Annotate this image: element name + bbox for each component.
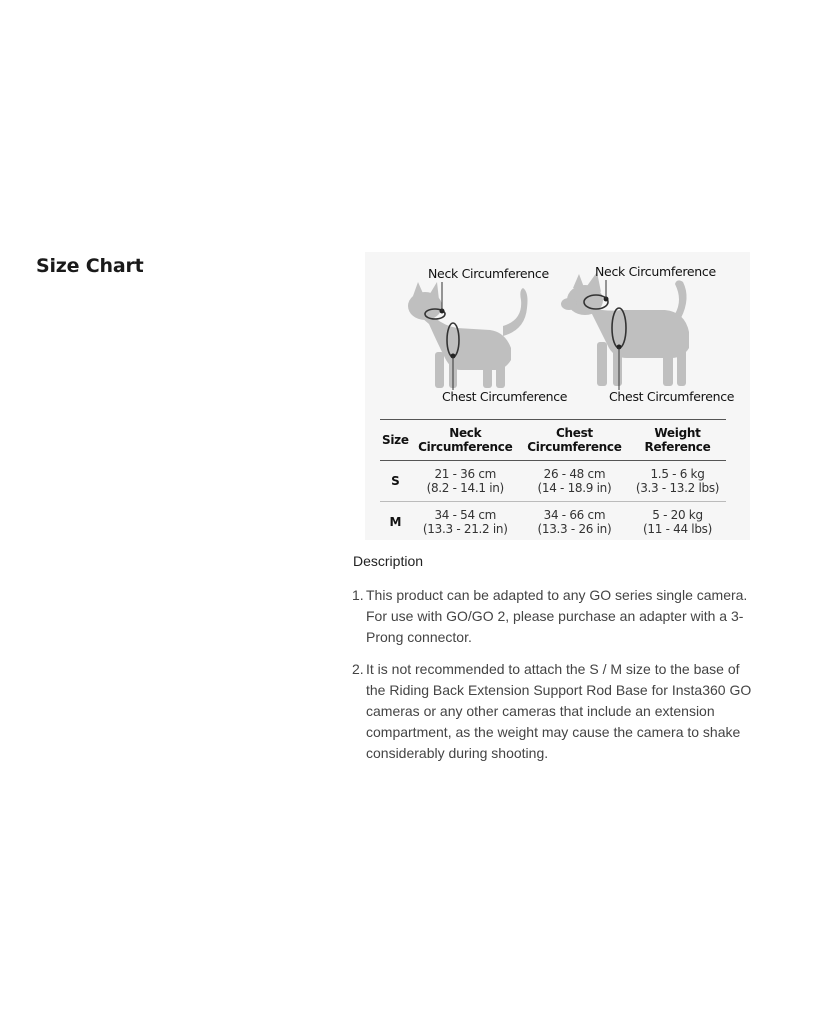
table-row (380, 461, 726, 502)
chest-cell: 26 - 48 cm (14 - 18.9 in) (537, 467, 612, 495)
neck-cell: 21 - 36 cm (8.2 - 14.1 in) (426, 467, 504, 495)
header-weight: Weight Reference (644, 426, 711, 454)
neck-cell: 34 - 54 cm (13.3 - 21.2 in) (422, 508, 508, 536)
cat-neck-label: Neck Circumference (428, 266, 549, 281)
dog-chest-label: Chest Circumference (609, 389, 735, 404)
size-cell: S (391, 474, 400, 488)
header-chest: Chest Circumference (527, 426, 622, 454)
list-item (352, 659, 757, 764)
description-title: Description (353, 553, 424, 569)
measurement-diagram (365, 252, 750, 412)
weight-cell: 1.5 - 6 kg (3.3 - 13.2 lbs) (635, 467, 720, 495)
weight-cell: 5 - 20 kg (11 - 44 lbs) (643, 508, 712, 536)
size-cell: M (389, 515, 402, 529)
cat-chest-label: Chest Circumference (442, 389, 568, 404)
list-item-text: It is not recommended to attach the S / M size to the base of the Riding Back Extension Support Rod Base for Insta360 GO cameras or any other cameras that include an extension compartment, as the weight may cause the camera to shake considerably during shooting. (366, 661, 752, 761)
cat-silhouette (408, 282, 528, 388)
size-chart-panel (365, 252, 750, 540)
page-title: Size Chart (36, 255, 144, 277)
header-size: Size (382, 433, 409, 447)
table-row (380, 502, 726, 543)
list-item-number: 2. (352, 661, 364, 677)
table-header-row (380, 420, 726, 461)
header-neck: Neck Circumference (418, 426, 513, 454)
list-item-text: This product can be adapted to any GO series single camera. For use with GO/GO 2, please purchase an adapter with a 3-Prong connector. (366, 587, 748, 645)
list-item-number: 1. (352, 587, 364, 603)
dog-silhouette (561, 272, 689, 386)
size-table (380, 419, 726, 542)
chest-cell: 34 - 66 cm (13.3 - 26 in) (537, 508, 612, 536)
description-list (352, 585, 757, 775)
dog-neck-label: Neck Circumference (595, 264, 716, 279)
list-item (352, 585, 757, 648)
